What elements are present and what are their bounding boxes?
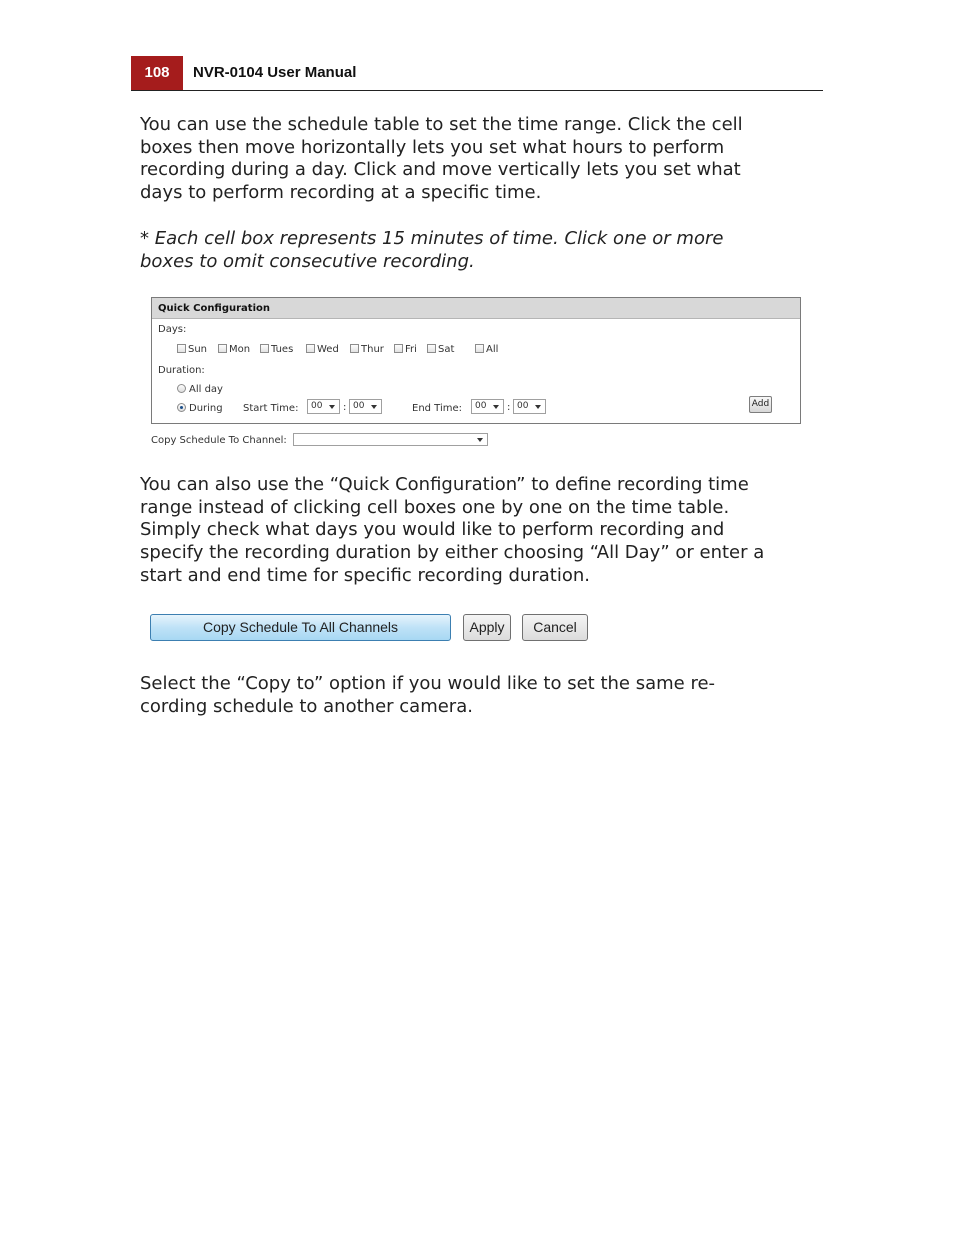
- quick-configuration-panel: [151, 297, 801, 424]
- start-hour-select[interactable]: 00: [307, 399, 340, 414]
- chevron-down-icon: [535, 405, 541, 409]
- checkbox[interactable]: [306, 344, 315, 353]
- time-separator: :: [343, 402, 347, 413]
- text-line: specify the recording duration by either choosing “All Day” or enter a: [140, 542, 765, 564]
- start-minute-select[interactable]: 00: [349, 399, 382, 414]
- day-checkbox-tues[interactable]: Tues: [260, 344, 293, 356]
- all-day-radio[interactable]: All day: [177, 384, 223, 396]
- day-checkbox-wed[interactable]: Wed: [306, 344, 339, 356]
- text-line: You can use the schedule table to set the time range. Click the cell: [140, 114, 743, 135]
- during-radio[interactable]: During: [177, 403, 223, 415]
- checkbox[interactable]: [218, 344, 227, 353]
- radio-button-selected[interactable]: [177, 403, 186, 412]
- text-line: start and end time for specific recording duration.: [140, 564, 590, 586]
- header-divider: [131, 90, 823, 91]
- start-time-label: Start Time:: [243, 403, 299, 414]
- checkbox[interactable]: [475, 344, 484, 353]
- chevron-down-icon: [493, 405, 499, 409]
- end-minute-select[interactable]: 00: [513, 399, 546, 414]
- day-checkbox-fri[interactable]: Fri: [394, 344, 417, 356]
- copy-channel-label: Copy Schedule To Channel:: [151, 435, 287, 446]
- text-line: days to perform recording at a specific time.: [140, 182, 542, 204]
- chevron-down-icon: [477, 438, 483, 442]
- page-number: 108: [131, 56, 183, 90]
- checkbox[interactable]: [260, 344, 269, 353]
- manual-title: NVR-0104 User Manual: [193, 64, 357, 81]
- text-line: Simply check what days you would like to perform recording and: [140, 519, 725, 541]
- add-button[interactable]: Add: [749, 396, 772, 413]
- radio-button[interactable]: [177, 384, 186, 393]
- text-line: cording schedule to another camera.: [140, 695, 473, 717]
- note-paragraph: [140, 228, 810, 273]
- days-label: Days:: [158, 324, 187, 335]
- panel-title: Quick Configuration: [152, 298, 800, 319]
- text-line: You can also use the “Quick Configuration” to define recording time: [140, 474, 749, 495]
- duration-label: Duration:: [158, 365, 205, 376]
- checkbox[interactable]: [177, 344, 186, 353]
- day-checkbox-all[interactable]: All: [475, 344, 498, 356]
- intro-paragraph: [140, 114, 810, 205]
- copy-paragraph: [140, 673, 810, 718]
- checkbox[interactable]: [350, 344, 359, 353]
- checkbox[interactable]: [427, 344, 436, 353]
- text-line: boxes then move horizontally lets you set what hours to perform: [140, 136, 725, 158]
- chevron-down-icon: [329, 405, 335, 409]
- day-checkbox-sun[interactable]: Sun: [177, 344, 207, 356]
- chevron-down-icon: [371, 405, 377, 409]
- apply-button[interactable]: Apply: [463, 614, 511, 641]
- day-checkbox-thur[interactable]: Thur: [350, 344, 384, 356]
- copy-schedule-all-button[interactable]: Copy Schedule To All Channels: [150, 614, 451, 641]
- time-separator: :: [507, 402, 511, 413]
- day-checkbox-mon[interactable]: Mon: [218, 344, 250, 356]
- day-checkbox-sat[interactable]: Sat: [427, 344, 454, 356]
- copy-channel-select[interactable]: [293, 433, 488, 446]
- text-line: * Each cell box represents 15 minutes of time. Click one or more: [140, 228, 724, 249]
- end-hour-select[interactable]: 00: [471, 399, 504, 414]
- cancel-button[interactable]: Cancel: [522, 614, 588, 641]
- quick-config-paragraph: [140, 474, 810, 588]
- checkbox[interactable]: [394, 344, 403, 353]
- text-line: Select the “Copy to” option if you would like to set the same re-: [140, 673, 716, 694]
- text-line: range instead of clicking cell boxes one by one on the time table.: [140, 496, 730, 518]
- text-line: boxes to omit consecutive recording.: [140, 250, 475, 272]
- end-time-label: End Time:: [412, 403, 463, 414]
- text-line: recording during a day. Click and move vertically lets you set what: [140, 159, 741, 181]
